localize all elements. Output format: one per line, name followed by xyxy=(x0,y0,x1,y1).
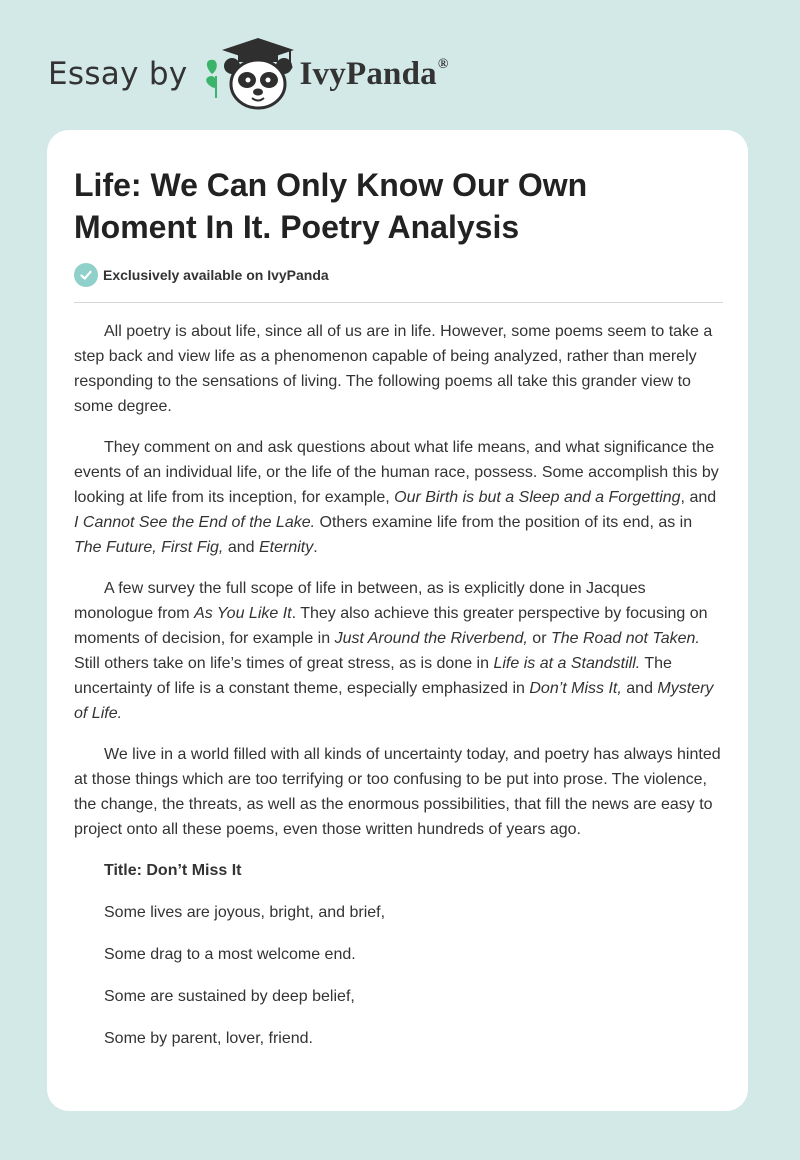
text-run: Others examine life from the position of its end, as in xyxy=(315,514,693,531)
paragraph-4: We live in a world filled with all kinds of uncertainty today, and poetry has always hinted at those things which are too terrifying or too confusing to be put into prose. The violence, the change, the threats, as well as the enormous possibilities, that fill the news are easy to project onto all these poems, even those written hundreds of years ago. xyxy=(74,746,721,838)
paragraph-3 xyxy=(74,576,724,726)
paragraph-2 xyxy=(74,435,724,560)
text-run: or xyxy=(527,630,551,647)
poem-reference: Just Around the Riverbend, xyxy=(334,630,528,647)
brand-name[interactable] xyxy=(300,56,449,93)
poem-line: Some by parent, lover, friend. xyxy=(104,1030,313,1047)
text-run: and xyxy=(223,539,259,556)
poem-reference: I Cannot See the End of the Lake. xyxy=(74,514,316,531)
essay-body xyxy=(74,319,724,1068)
poem-reference: As You Like It xyxy=(194,605,292,622)
poem-reference: Our Birth is but a Sleep and a Forgetting xyxy=(394,489,681,506)
poem-reference: Mystery of Life. xyxy=(74,680,714,722)
poem-reference: The Future, First Fig, xyxy=(74,539,224,556)
poem-reference: Don’t Miss It, xyxy=(529,680,622,697)
text-run: A few survey the full scope of life in between, as is explicitly done in Jacques monologue from xyxy=(74,580,646,622)
exclusive-badge xyxy=(74,263,329,287)
poem-line: Some are sustained by deep belief, xyxy=(104,988,355,1005)
text-run: . xyxy=(313,539,318,556)
text-run: They comment on and ask questions about what life means, and what significance the events of an individual life, or the life of the human race, possess. Some accomplish this by looking at life from its inception, for example, xyxy=(74,439,719,506)
text-run: The uncertainty of life is a constant theme, especially emphasized in xyxy=(74,655,672,697)
poem-reference: The Road not Taken. xyxy=(550,630,700,647)
text-run: Still others take on life’s times of great stress, as is done in xyxy=(74,655,494,672)
poem-title: Title: Don’t Miss It xyxy=(104,862,242,879)
panda-logo-icon xyxy=(202,36,294,112)
site-header xyxy=(48,34,449,114)
essay-card xyxy=(47,130,748,1111)
divider xyxy=(74,302,723,303)
registered-mark: ® xyxy=(437,56,449,72)
text-run: and xyxy=(621,680,658,697)
poem-line: Some drag to a most welcome end. xyxy=(104,946,356,963)
essay-by-label: Essay by xyxy=(48,56,188,92)
essay-title: Life: We Can Only Know Our Own Moment In It. Poetry Analysis xyxy=(74,167,588,245)
text-run: . They also achieve this greater perspective by focusing on moments of decision, for example in xyxy=(74,605,708,647)
paragraph-1: All poetry is about life, since all of us are in life. However, some poems seem to take a step back and view life as a phenomenon capable of being analyzed, rather than merely responding to the sensations of living. The following poems all take this grander view to some degree. xyxy=(74,323,713,415)
brand-text: IvyPanda xyxy=(299,55,437,92)
poem-line: Some lives are joyous, bright, and brief, xyxy=(104,904,386,921)
poem-reference: Life is at a Standstill. xyxy=(493,655,641,672)
text-run: , and xyxy=(680,489,717,506)
check-icon xyxy=(74,263,98,287)
poem-reference: Eternity xyxy=(258,539,314,556)
badge-text: Exclusively available on IvyPanda xyxy=(103,267,329,283)
